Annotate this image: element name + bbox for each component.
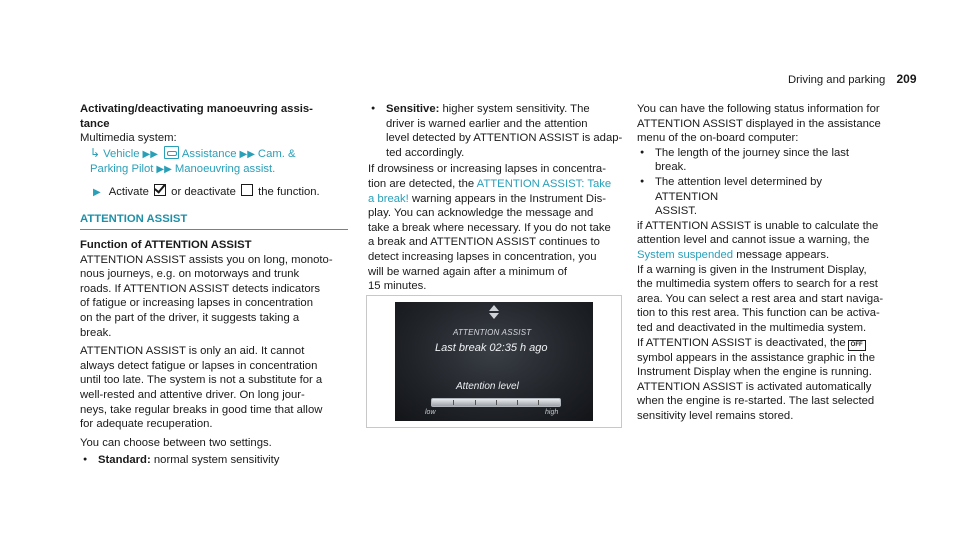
action-deactivate-text: or deactivate — [171, 185, 236, 198]
c3-p4-l6: sensitivity level remains stored. — [637, 409, 794, 422]
c3-p4-l1-text: If ATTENTION ASSIST is deactivated, the — [637, 336, 846, 349]
scroll-up-icon — [489, 305, 499, 311]
c3-bullet1-l2: break. — [655, 161, 687, 174]
column-right — [637, 102, 887, 423]
bar-label-high: high — [545, 409, 559, 416]
heading-manoeuvring-line1: Activating/deactivating manoeuvring assis- — [80, 103, 313, 115]
path-arrow-icon: ▶▶ — [239, 148, 255, 160]
section-divider — [80, 229, 348, 230]
bullet-standard-text: normal system sensitivity — [153, 454, 280, 467]
c3-p2-l1: if ATTENTION ASSIST is unable to calculate the — [637, 219, 879, 232]
display-figure — [366, 295, 622, 428]
page-number: 209 — [896, 72, 917, 86]
c3-p4-l2: symbol appears in the assistance graphic in the — [637, 351, 875, 364]
p1-l7: detect increasing lapses in concentration, you — [368, 250, 597, 263]
c3-p3-l3: area. You can select a rest area and start naviga- — [637, 292, 884, 305]
path-cam[interactable]: Cam. & — [257, 147, 296, 160]
system-suspended-message: System suspended — [637, 248, 734, 261]
screen-attention-level-label: Attention level — [456, 381, 519, 392]
c3-bullet1-l1: ● The length of the journey since the last — [637, 146, 887, 161]
p1-l4: play. You can acknowledge the message and — [368, 207, 594, 220]
bar-tick — [496, 400, 497, 405]
c3-p2-l3-text: message appears. — [736, 248, 830, 261]
instrument-display-screen — [395, 302, 593, 421]
c3-p3-l5: ted and deactivated in the multimedia system. — [637, 321, 867, 334]
c3-p1-l3: menu of the on-board computer: — [637, 132, 799, 145]
action-function-text: the function. — [258, 185, 320, 198]
c3-p4-l3: Instrument Display when the engine is running. — [637, 366, 872, 379]
p1-l8: will be warned again after a minimum of — [368, 265, 568, 278]
warning-message-part1: ATTENTION ASSIST: Take — [476, 177, 612, 190]
c3-p3-l4: tion to this rest area. This function can be activa- — [637, 307, 880, 320]
c3-p3-l2: the multimedia system offers to search for a rest — [637, 278, 878, 291]
path-arrow-icon: ▶▶ — [142, 148, 158, 160]
p1-l2 — [368, 177, 623, 192]
para1-l6: break. — [80, 326, 112, 339]
bullet-sensitive-l1: higher system sensitivity. The — [442, 103, 590, 115]
action-activate-text: Activate — [108, 185, 149, 198]
p1-l3-text: warning appears in the Instrument Dis- — [411, 192, 606, 205]
screen-title: ATTENTION ASSIST — [453, 328, 532, 337]
bar-tick — [475, 400, 476, 405]
bullet-sensitive — [368, 102, 623, 117]
p1-l6: a break and ATTENTION ASSIST continues to — [368, 236, 600, 249]
scroll-down-icon — [489, 313, 499, 319]
para2-l6: for adequate recuperation. — [80, 418, 213, 431]
para3: You can choose between two settings. — [80, 436, 272, 449]
p1-l9: 15 minutes. — [368, 280, 427, 293]
c3-p3-l1: If a warning is given in the Instrument Display, — [637, 263, 867, 276]
path-arrow-icon: ▶▶ — [156, 164, 172, 176]
c3-bullet2-l1: ● The attention level determined by ATTENTION — [637, 175, 887, 204]
screen-last-break: Last break 02:35 h ago — [435, 342, 548, 354]
para2-l1: ATTENTION ASSIST is only an aid. It cannot — [80, 345, 305, 358]
para2-l2: always detect fatigue or lapses in concentration — [80, 359, 318, 372]
c3-bullet2-l2: ASSIST. — [655, 205, 698, 218]
path-assistance[interactable]: Assistance — [181, 147, 237, 160]
car-assistance-icon — [164, 146, 179, 159]
menu-path-line1 — [80, 146, 352, 163]
para1-l1: ATTENTION ASSIST assists you on long, monoto- — [80, 253, 333, 266]
c3-p1-l1: You can have the following status information for — [637, 103, 880, 115]
attention-level-bar — [431, 398, 561, 407]
para2-l3: until too late. The system is not a substitute for a — [80, 374, 323, 387]
c3-p4-l4: ATTENTION ASSIST is activated automatically — [637, 380, 872, 393]
heading-manoeuvring-line2: tance — [80, 117, 110, 130]
attention-off-icon: OFF — [848, 340, 866, 351]
p1-l1: If drowsiness or increasing lapses in concentra- — [368, 163, 606, 176]
para2-l4: well-rested and attentive driver. On long jour- — [80, 388, 305, 401]
c3-p2-l3 — [637, 248, 887, 263]
p1-l5: take a break where necessary. If you do not take — [368, 221, 611, 234]
warning-message-part2: a break! — [368, 192, 409, 205]
p1-l2-text: tion are detected, the — [368, 177, 475, 190]
path-manoeuvring-assist[interactable]: Manoeuvring assist. — [174, 163, 276, 176]
path-vehicle[interactable]: Vehicle — [103, 147, 140, 160]
c3-p4-l1 — [637, 336, 887, 351]
para1-l3: roads. If ATTENTION ASSIST detects indicators — [80, 282, 321, 295]
bullet-sensitive-label: Sensitive: — [386, 103, 440, 115]
bar-label-low: low — [425, 409, 436, 416]
path-parking-pilot[interactable]: Parking Pilot — [90, 163, 154, 176]
bar-tick — [538, 400, 539, 405]
bar-tick — [453, 400, 454, 405]
bullet-sensitive-l3: level detected by ATTENTION ASSIST is adap- — [386, 132, 623, 145]
para2-l5: neys, take regular breaks in good time that allow — [80, 403, 323, 416]
section-title: ATTENTION ASSIST — [80, 213, 188, 225]
section-header — [80, 175, 348, 225]
action-arrow-icon: ▶ — [93, 186, 101, 198]
system-label: Multimedia system: — [80, 132, 177, 145]
column-left-body — [80, 238, 352, 468]
c3-p1-l2: ATTENTION ASSIST displayed in the assistance — [637, 117, 881, 130]
bullet-standard-label: Standard: — [98, 454, 151, 467]
page-section: Driving and parking — [788, 74, 886, 86]
bullet-sensitive-l2: driver is warned earlier and the attention — [386, 117, 588, 130]
function-title: Function of ATTENTION ASSIST — [80, 239, 252, 251]
para1-l5: on the part of the driver, it suggests taking a — [80, 311, 300, 324]
para1-l2: nous journeys, e.g. on motorways and trunk — [80, 268, 300, 281]
column-middle — [368, 102, 623, 294]
p1-l3 — [368, 192, 623, 207]
c3-p2-l2: attention level and cannot issue a warning, the — [637, 234, 870, 247]
page-header — [788, 72, 917, 86]
enter-arrow-icon: ↳ — [90, 145, 101, 160]
bullet-standard — [80, 453, 352, 468]
bullet-sensitive-l4: ted accordingly. — [386, 146, 465, 159]
bar-tick — [517, 400, 518, 405]
c3-p4-l5: when the engine is re-started. The last selected — [637, 395, 875, 408]
para1-l4: of fatigue or increasing lapses in concentration — [80, 297, 313, 310]
